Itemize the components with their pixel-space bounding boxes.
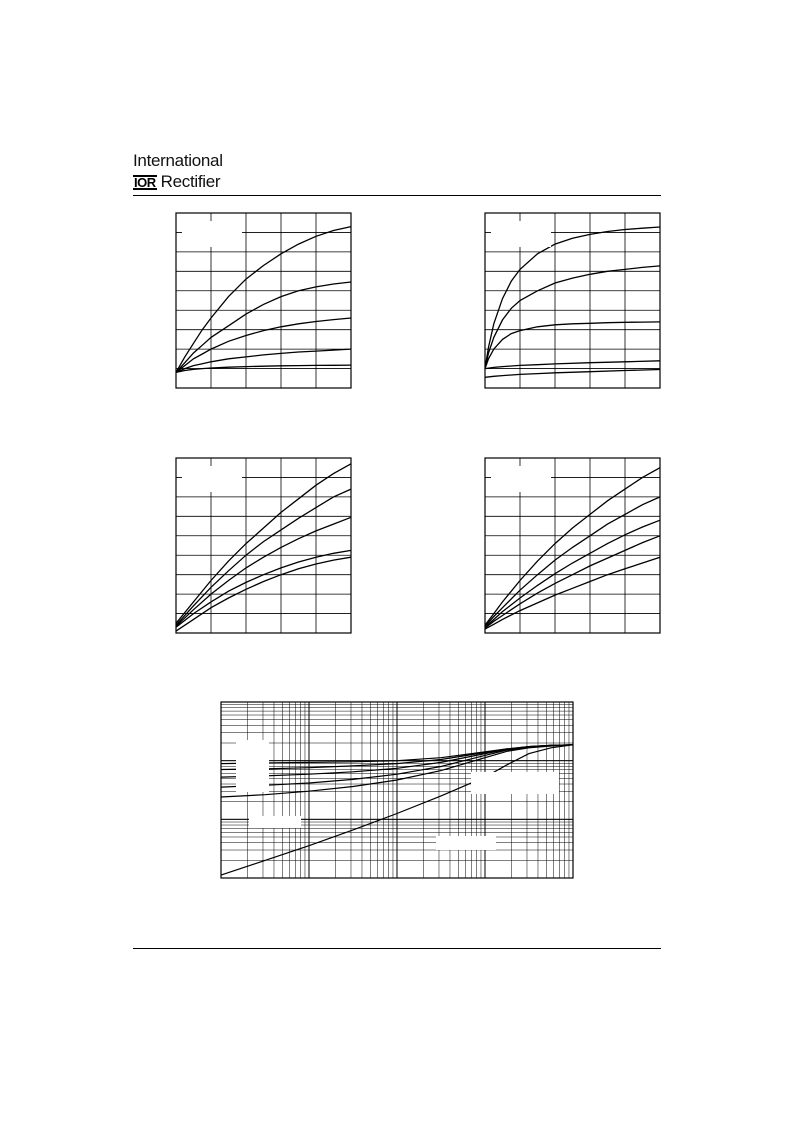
- annotation-box: [471, 772, 559, 794]
- label-column: [623, 223, 653, 373]
- legend-box: [182, 466, 242, 492]
- chart-fig2: [485, 213, 660, 388]
- company-logo: [133, 151, 223, 193]
- annotation-box: [249, 816, 301, 828]
- chart-fig4: [485, 458, 660, 633]
- legend-box: [182, 221, 242, 247]
- chart-fig5: [221, 702, 573, 878]
- brand-line-2: [133, 171, 223, 193]
- brand-name-rectifier: Rectifier: [160, 172, 221, 191]
- brand-name-international: International: [133, 151, 223, 170]
- legend-box: [236, 740, 269, 792]
- label-column: [623, 468, 653, 618]
- footer-divider: [133, 948, 661, 949]
- label-column: [314, 223, 344, 373]
- legend-box: [491, 221, 551, 247]
- label-column: [314, 468, 344, 618]
- header-divider: [133, 195, 661, 196]
- chart-fig1: [176, 213, 351, 388]
- annotation-box: [436, 836, 496, 850]
- legend-box: [491, 466, 551, 492]
- chart-fig3: [176, 458, 351, 633]
- brand-logo-mark: IOR: [134, 174, 156, 190]
